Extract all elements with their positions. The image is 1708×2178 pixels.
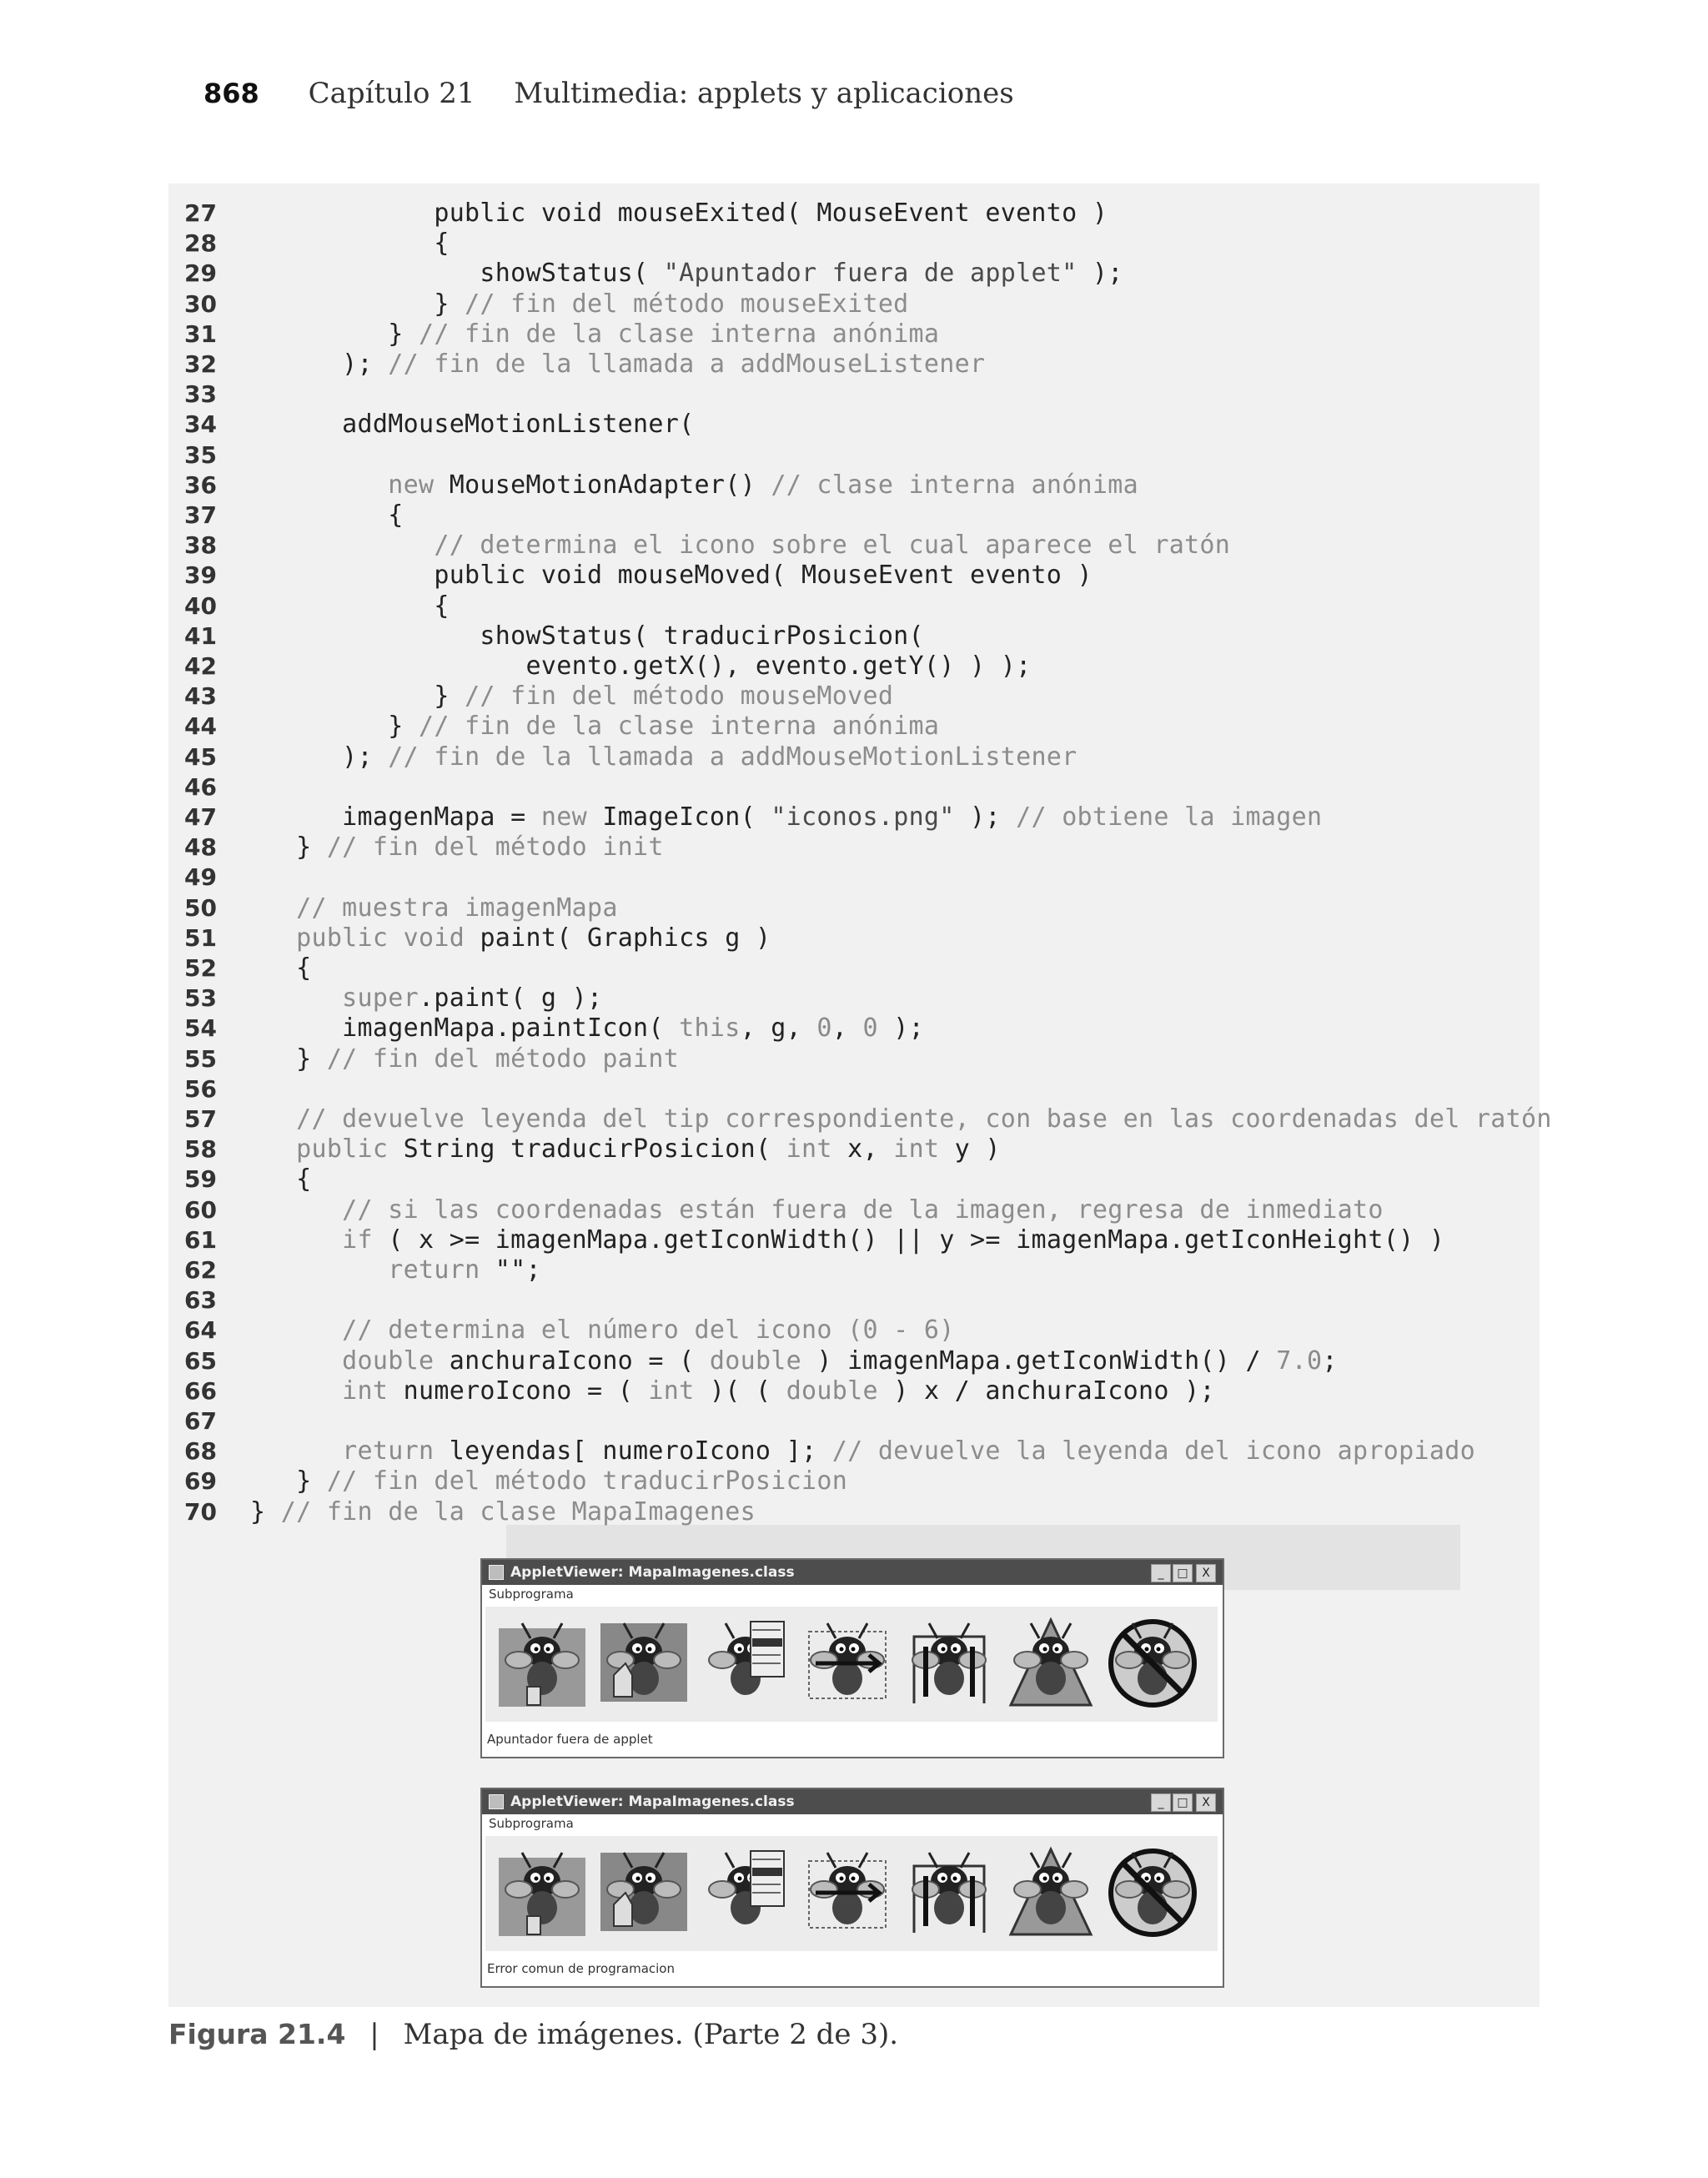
code-content (250, 289, 909, 319)
arrow-bug-icon[interactable] (799, 1843, 896, 1941)
code-line (168, 1073, 1540, 1103)
line-number: 61 (184, 1225, 217, 1254)
code-content (250, 953, 311, 983)
line-number: 30 (184, 289, 217, 318)
code-keyword: 7.0 (1276, 1346, 1323, 1376)
line-number: 52 (184, 954, 217, 982)
code-line (168, 1314, 1540, 1344)
applet-menu[interactable]: Subprograma (489, 1816, 574, 1831)
no-bug-icon[interactable] (1104, 1613, 1201, 1712)
code-text: MouseMotionAdapter() (434, 470, 771, 500)
code-keyword: int (893, 1134, 940, 1164)
thumbs-up-bug-icon[interactable] (595, 1613, 692, 1712)
line-number: 42 (184, 652, 217, 680)
code-text: { (250, 229, 450, 259)
code-content (250, 259, 1123, 288)
line-number: 67 (184, 1407, 217, 1435)
line-number: 51 (184, 923, 217, 952)
code-comment: // fin del método mouseExited (465, 289, 909, 319)
code-line (168, 650, 1540, 680)
code-content (250, 561, 1093, 590)
line-number: 40 (184, 591, 217, 620)
line-number: 65 (184, 1346, 217, 1375)
code-comment: // devuelve leyenda del tip correspondiente, con base en las coordenadas del ratón (296, 1104, 1552, 1134)
code-content (250, 1164, 311, 1194)
code-line (168, 1043, 1540, 1073)
code-text (250, 983, 342, 1013)
code-keyword: public void (296, 923, 465, 953)
code-text (250, 1134, 296, 1164)
code-line (168, 771, 1540, 801)
line-number: 58 (184, 1135, 217, 1164)
page-number: 868 (203, 78, 259, 109)
code-line (168, 922, 1540, 952)
line-number: 62 (184, 1256, 217, 1284)
code-line (168, 227, 1540, 257)
code-text: ; (1322, 1346, 1338, 1376)
code-text (250, 1346, 342, 1376)
code-line (168, 348, 1540, 378)
code-keyword: 0 (862, 1014, 878, 1044)
code-text: ) x / anchuraIcono ); (877, 1376, 1215, 1406)
code-text (250, 1436, 342, 1466)
ant-bug-icon[interactable] (901, 1613, 997, 1712)
code-line (168, 1133, 1540, 1163)
line-number: 57 (184, 1105, 217, 1133)
code-string: "Apuntador fuera de applet" (663, 259, 1078, 289)
code-text: .paint( g ); (418, 983, 603, 1014)
code-text: , g, (740, 1014, 817, 1044)
code-line (168, 1405, 1540, 1435)
window-titlebar (482, 1560, 1223, 1585)
code-content (250, 651, 1031, 681)
code-text (250, 893, 296, 923)
code-line (168, 469, 1540, 499)
code-text: anchuraIcono = ( (434, 1346, 710, 1376)
window-title: AppletViewer: MapaImagenes.class (510, 1793, 795, 1810)
thumbs-down-bug-icon[interactable] (494, 1843, 590, 1941)
line-number: 53 (184, 984, 217, 1013)
line-number: 47 (184, 803, 217, 831)
code-line (168, 318, 1540, 348)
code-line (168, 529, 1540, 559)
code-comment: // fin de la clase MapaImagenes (280, 1496, 756, 1527)
code-keyword: 0 (816, 1014, 832, 1044)
code-content (250, 199, 1108, 228)
code-text: } (250, 1496, 281, 1527)
code-content (250, 1346, 1338, 1376)
code-text: x, (831, 1134, 894, 1164)
line-number: 50 (184, 893, 217, 922)
code-comment: // fin de la clase interna anónima (418, 319, 940, 349)
thumbs-up-bug-icon[interactable] (595, 1843, 692, 1941)
code-comment: // muestra imagenMapa (296, 893, 618, 923)
code-keyword: int (342, 1376, 389, 1406)
line-number: 59 (184, 1165, 217, 1194)
triangle-bug-icon[interactable] (1002, 1613, 1099, 1712)
line-number: 44 (184, 712, 217, 741)
code-text: public void mouseMoved( MouseEvent evento ) (250, 561, 1093, 591)
line-number: 68 (184, 1437, 217, 1466)
code-text: { (250, 500, 404, 530)
code-line (168, 1194, 1540, 1224)
no-bug-icon[interactable] (1104, 1843, 1201, 1941)
menu-bug-icon[interactable] (697, 1843, 794, 1941)
code-keyword: public (296, 1134, 389, 1164)
code-keyword: this (679, 1014, 741, 1044)
code-line (168, 1284, 1540, 1314)
code-text: )( ( (694, 1376, 786, 1406)
code-line (168, 499, 1540, 529)
code-text: { (250, 591, 450, 621)
code-line (168, 1435, 1540, 1465)
code-text (250, 1104, 296, 1134)
code-content (250, 923, 771, 953)
code-content (250, 742, 1078, 772)
code-keyword: super (342, 983, 419, 1014)
line-number: 64 (184, 1316, 217, 1345)
code-keyword: double (786, 1376, 878, 1406)
code-line (168, 620, 1540, 650)
line-number: 37 (184, 501, 217, 529)
code-text: ); (250, 742, 389, 772)
code-content (250, 983, 602, 1013)
code-content (250, 1195, 1384, 1225)
code-text: { (250, 953, 312, 983)
code-content (250, 621, 924, 651)
code-text: showStatus( traducirPosicion( (250, 621, 924, 651)
code-text (250, 1225, 342, 1255)
code-text: imagenMapa.paintIcon( (250, 1014, 680, 1044)
maximize-button[interactable]: □ (1173, 1564, 1193, 1582)
code-content (250, 1104, 1552, 1134)
icon-panel[interactable] (485, 1607, 1218, 1722)
triangle-bug-icon[interactable] (1002, 1843, 1099, 1941)
code-keyword: double (342, 1346, 435, 1376)
figure-caption (168, 2018, 898, 2051)
code-content (250, 1255, 541, 1285)
line-number: 27 (184, 199, 217, 227)
code-text: { (250, 1164, 312, 1195)
code-content (250, 410, 694, 439)
figure-box (168, 184, 1552, 2007)
code-line (168, 1496, 1540, 1526)
code-line (168, 439, 1540, 469)
code-text: } (250, 712, 419, 742)
page-header (203, 77, 1014, 110)
line-number: 55 (184, 1044, 217, 1073)
code-line (168, 680, 1540, 710)
code-text: ( x >= imagenMapa.getIconWidth() || y >= imagenMapa.getIconHeight() ) (372, 1225, 1445, 1255)
line-number: 54 (184, 1014, 217, 1043)
code-text: } (250, 289, 465, 319)
code-text: evento.getX(), evento.getY() ) ); (250, 651, 1032, 681)
code-text: } (250, 319, 419, 349)
code-keyword: new (388, 470, 435, 500)
code-line (168, 831, 1540, 861)
code-keyword: new (540, 802, 587, 832)
code-text (250, 1315, 342, 1345)
code-comment: // determina el número del icono (0 - 6) (342, 1315, 955, 1346)
code-text: numeroIcono = ( (388, 1376, 649, 1406)
code-line (168, 861, 1540, 891)
code-keyword: if (342, 1225, 373, 1255)
code-content (250, 350, 985, 379)
code-text: ); (250, 350, 389, 379)
code-line (168, 892, 1540, 922)
code-line (168, 257, 1540, 287)
code-text: ) imagenMapa.getIconWidth() / (801, 1346, 1277, 1376)
line-number: 35 (184, 440, 217, 469)
code-comment: // fin del método init (326, 832, 664, 863)
code-line (168, 801, 1540, 831)
code-content (250, 1134, 1001, 1164)
code-comment: // fin de la llamada a addMouseMotionListener (388, 742, 1078, 772)
code-line (168, 952, 1540, 982)
applet-window (480, 1788, 1224, 1988)
line-number: 39 (184, 561, 217, 590)
code-text: imagenMapa = (250, 802, 541, 832)
figure-label: Figura 21.4 (168, 2018, 346, 2050)
ant-bug-icon[interactable] (901, 1843, 997, 1941)
code-content (250, 893, 618, 923)
status-bar: Error comun de programacion (487, 1961, 675, 1976)
code-comment: // si las coordenadas están fuera de la imagen, regresa de inmediato (342, 1195, 1384, 1225)
code-line (168, 197, 1540, 227)
code-comment: // devuelve la leyenda del icono apropiado (831, 1436, 1475, 1466)
line-number: 34 (184, 410, 217, 439)
code-line (168, 1224, 1540, 1254)
code-comment: // fin del método mouseMoved (465, 682, 894, 712)
code-text: leyendas[ numeroIcono ]; (434, 1436, 832, 1466)
line-number: 33 (184, 380, 217, 409)
code-content (250, 1014, 924, 1043)
code-comment: // fin del método traducirPosicion (326, 1466, 848, 1496)
code-line (168, 288, 1540, 318)
code-line (168, 1163, 1540, 1193)
menu-bug-icon[interactable] (697, 1613, 794, 1712)
code-comment: // fin de la clase interna anónima (418, 712, 940, 742)
thumbs-down-bug-icon[interactable] (494, 1613, 590, 1712)
code-text: ); (877, 1014, 924, 1044)
code-content (250, 500, 404, 530)
code-line (168, 982, 1540, 1012)
code-line (168, 710, 1540, 740)
maximize-button[interactable]: □ (1173, 1793, 1193, 1812)
line-number: 41 (184, 621, 217, 650)
close-button[interactable]: X (1196, 1564, 1216, 1582)
code-content (250, 319, 939, 349)
code-content (250, 531, 1230, 560)
line-number: 70 (184, 1497, 217, 1526)
code-text: paint( Graphics g ) (465, 923, 771, 953)
code-content (250, 682, 893, 711)
minimize-button[interactable]: _ (1151, 1564, 1171, 1582)
code-keyword: double (709, 1346, 802, 1376)
caption-text: Mapa de imágenes. (Parte 2 de 3). (403, 2018, 899, 2051)
line-number: 60 (184, 1195, 217, 1224)
code-text: ""; (480, 1255, 541, 1285)
line-number: 29 (184, 259, 217, 288)
code-content (250, 1315, 955, 1345)
icon-panel[interactable] (485, 1836, 1218, 1951)
applet-menu[interactable]: Subprograma (489, 1587, 574, 1602)
code-text: public void mouseExited( MouseEvent evento ) (250, 199, 1108, 228)
chapter-label: Capítulo 21 (308, 77, 475, 110)
line-number: 56 (184, 1074, 217, 1103)
code-content (250, 1376, 1215, 1406)
code-text: , (831, 1014, 863, 1044)
code-keyword: return (342, 1436, 435, 1466)
line-number: 46 (184, 772, 217, 801)
window-title: AppletViewer: MapaImagenes.class (510, 1564, 795, 1581)
status-bar: Apuntador fuera de applet (487, 1732, 653, 1747)
code-comment: // fin del método paint (326, 1044, 680, 1074)
code-text: showStatus( (250, 259, 664, 289)
code-line (168, 408, 1540, 438)
code-text: } (250, 1044, 327, 1074)
code-line (168, 378, 1540, 408)
line-number: 32 (184, 350, 217, 378)
arrow-bug-icon[interactable] (799, 1613, 896, 1712)
code-text: addMouseMotionListener( (250, 410, 695, 440)
code-content (250, 1225, 1444, 1255)
code-content (250, 712, 939, 741)
code-text (250, 923, 296, 953)
code-line (168, 590, 1540, 620)
line-number: 28 (184, 229, 217, 258)
code-line (168, 1254, 1540, 1284)
applet-window (480, 1558, 1224, 1758)
close-button[interactable]: X (1196, 1793, 1216, 1812)
code-text (250, 1255, 388, 1285)
code-text (250, 1376, 342, 1406)
code-comment: // obtiene la imagen (1016, 802, 1323, 832)
line-number: 48 (184, 833, 217, 862)
code-content (250, 591, 450, 621)
line-number: 43 (184, 682, 217, 711)
line-number: 45 (184, 742, 217, 771)
code-keyword: int (786, 1134, 832, 1164)
window-titlebar (482, 1789, 1223, 1814)
code-line (168, 1375, 1540, 1405)
code-content (250, 229, 450, 258)
code-string: "iconos.png" (771, 802, 955, 832)
chapter-title: Multimedia: applets y aplicaciones (514, 77, 1014, 110)
code-content (250, 1436, 1475, 1466)
code-keyword: int (648, 1376, 695, 1406)
code-text: String traducirPosicion( (388, 1134, 786, 1164)
code-content (250, 832, 664, 862)
code-content (250, 1497, 756, 1527)
code-line (168, 1103, 1552, 1134)
code-content (250, 1044, 679, 1074)
caption-separator: | (369, 2018, 379, 2051)
java-app-icon (489, 1794, 504, 1809)
code-text: } (250, 1466, 327, 1496)
code-text (250, 1195, 342, 1225)
line-number: 49 (184, 863, 217, 892)
minimize-button[interactable]: _ (1151, 1793, 1171, 1812)
code-text: } (250, 832, 327, 863)
code-text: ); (1077, 259, 1123, 289)
java-app-icon (489, 1565, 504, 1580)
code-text: ImageIcon( (586, 802, 771, 832)
line-number: 63 (184, 1286, 217, 1315)
code-content (250, 1466, 847, 1496)
line-number: 36 (184, 470, 217, 499)
code-comment: // determina el icono sobre el cual aparece el ratón (434, 531, 1231, 561)
code-comment: // clase interna anónima (771, 470, 1139, 500)
line-number: 66 (184, 1376, 217, 1405)
code-line (168, 1465, 1540, 1495)
code-line (168, 1012, 1540, 1042)
line-number: 38 (184, 531, 217, 560)
code-line (168, 741, 1540, 771)
code-text: ); (954, 802, 1017, 832)
code-comment: // fin de la llamada a addMouseListener (388, 350, 986, 379)
line-number: 69 (184, 1467, 217, 1496)
code-line (168, 559, 1540, 589)
code-text (250, 470, 388, 500)
line-number: 31 (184, 319, 217, 348)
code-line (168, 1345, 1540, 1375)
code-keyword: return (388, 1255, 480, 1285)
code-text: y ) (939, 1134, 1001, 1164)
code-content (250, 802, 1322, 832)
code-content (250, 470, 1138, 500)
code-text (250, 531, 434, 560)
code-text: } (250, 682, 465, 712)
